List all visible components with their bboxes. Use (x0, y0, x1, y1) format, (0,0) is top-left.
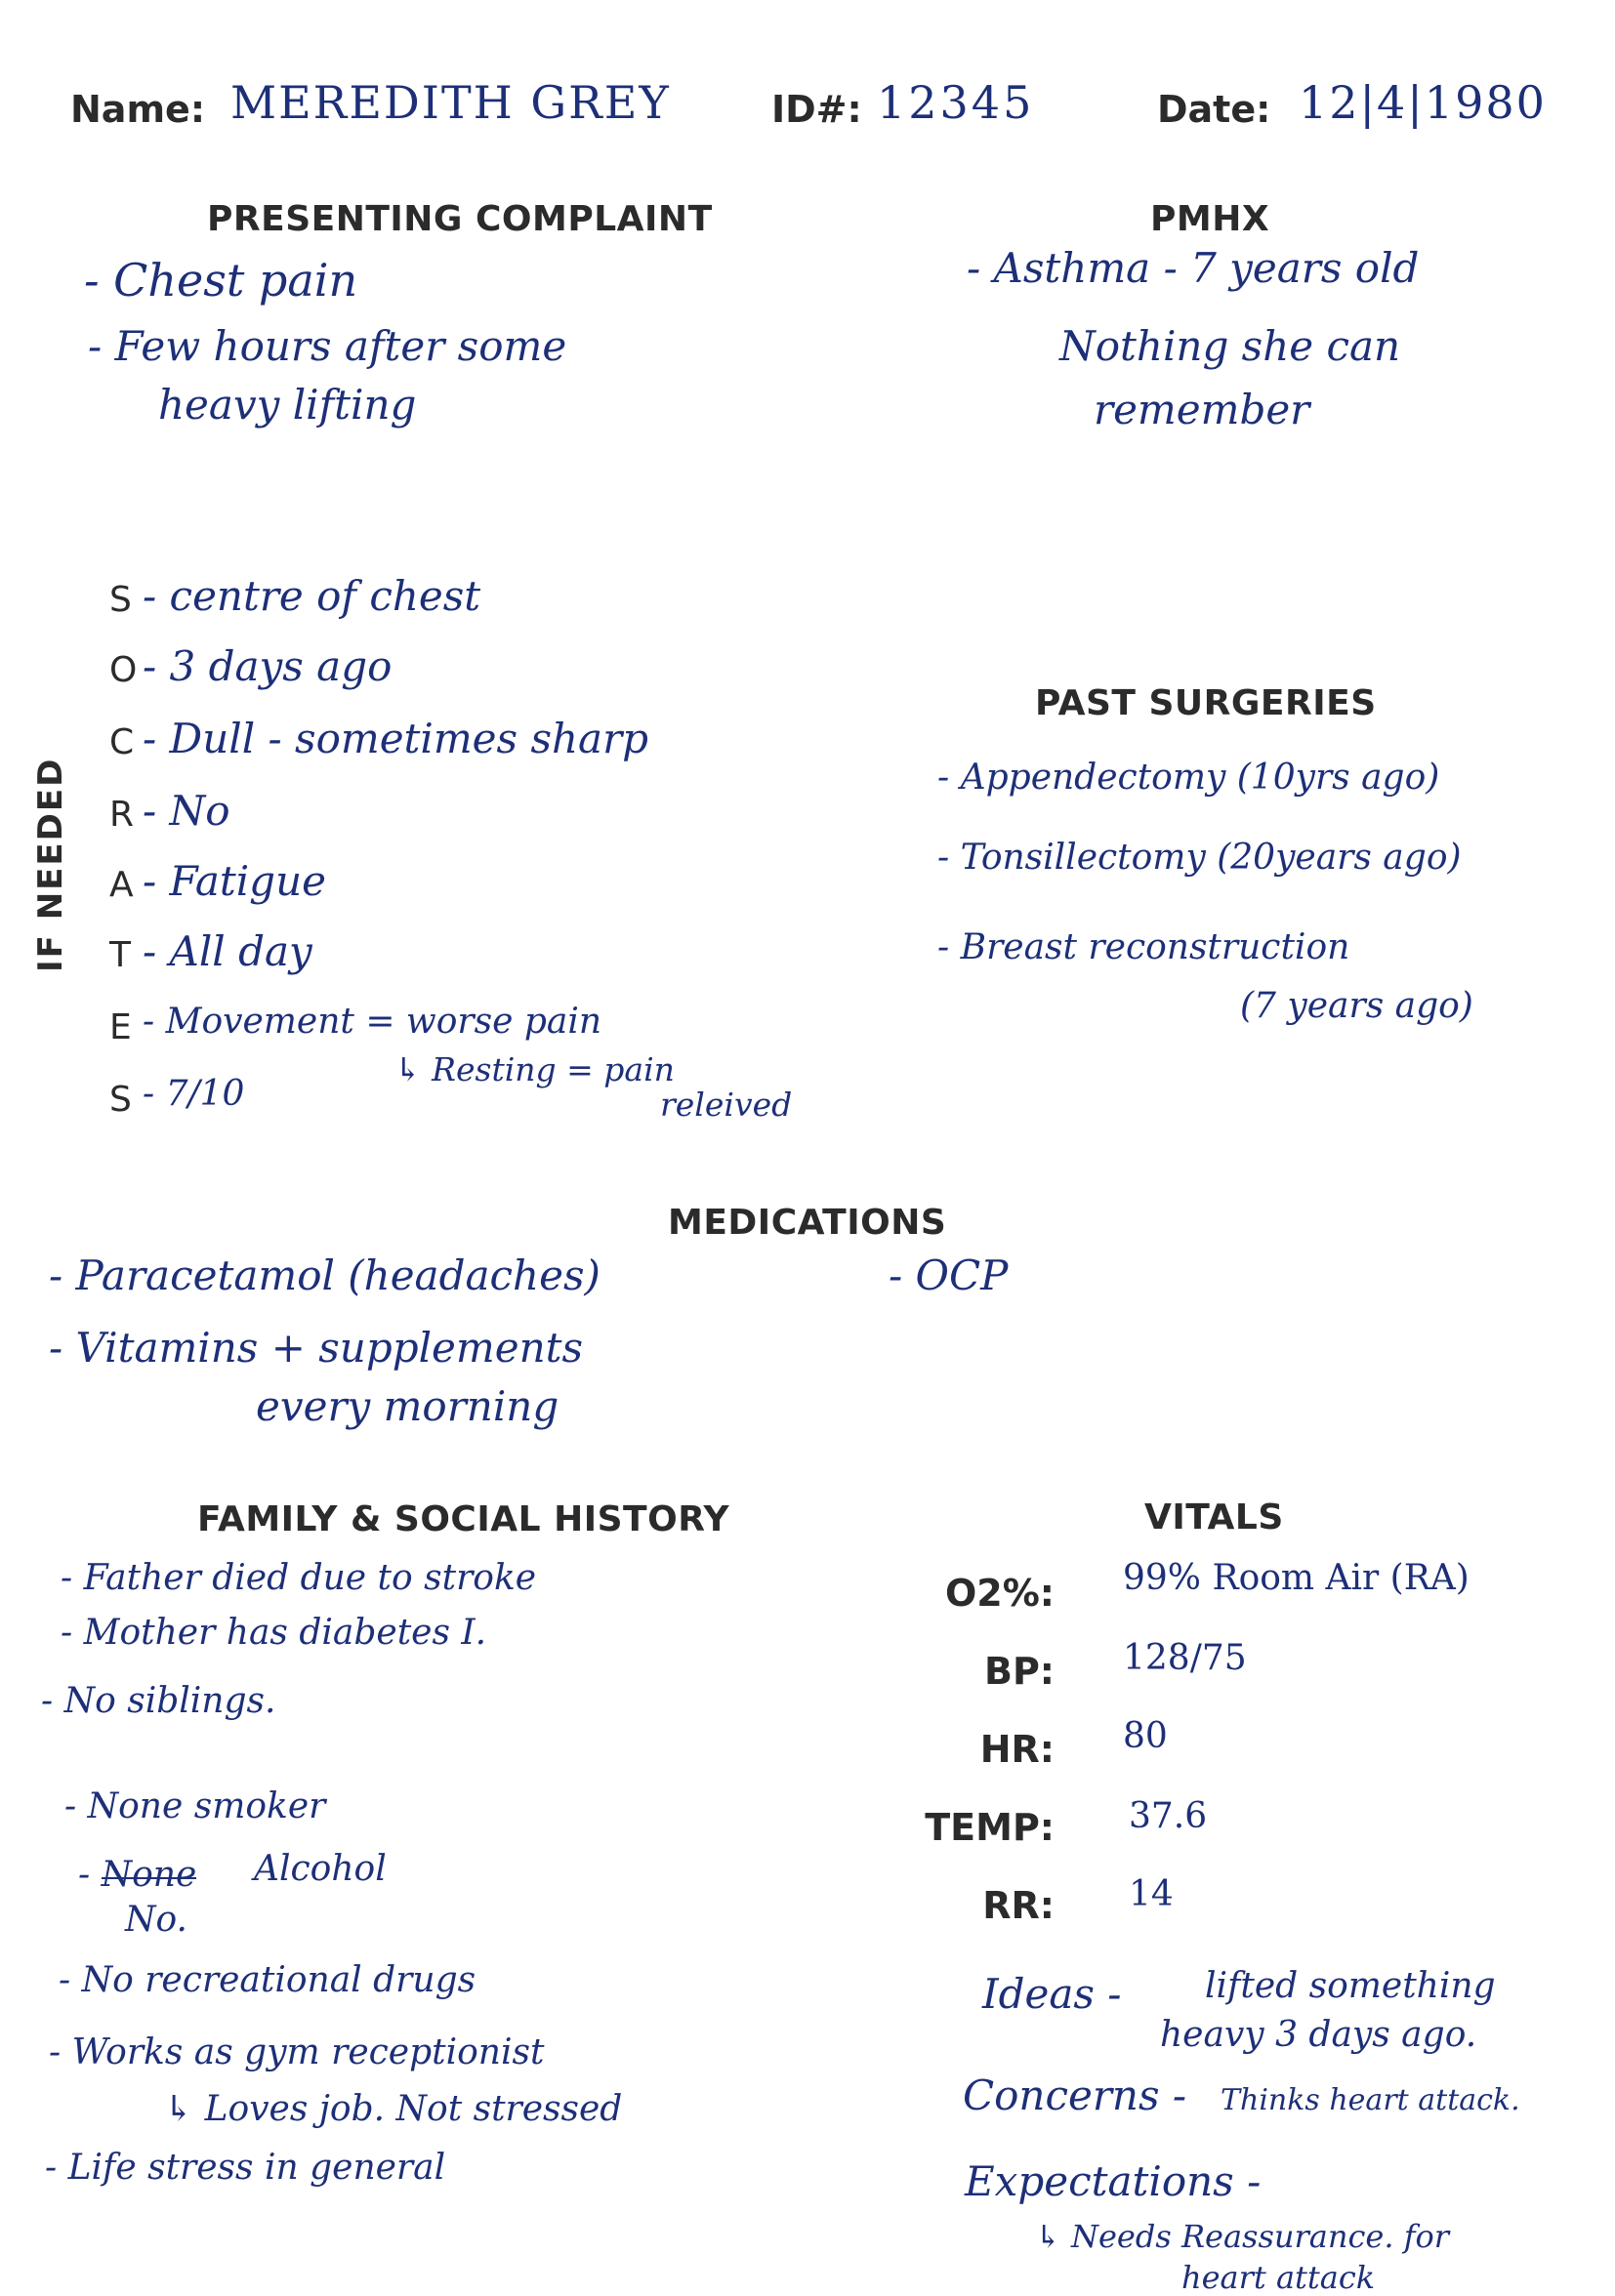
socrates-letter: S (109, 580, 132, 620)
ideas-label: Ideas - (982, 1970, 1122, 2018)
history-line: - Father died due to stroke (61, 1558, 537, 1598)
history-line: - No siblings. (41, 1681, 276, 1721)
socrates-extra: ↳ Resting = pain (394, 1050, 675, 1088)
vital-value-bp: 128/75 (1123, 1638, 1247, 1678)
concerns-label: Concerns - (963, 2071, 1187, 2119)
complaint-line: - Few hours after some (88, 322, 567, 370)
socrates-text: - 7/10 (143, 1074, 245, 1114)
socrates-letter: T (109, 935, 131, 975)
family-social-section (0, 1494, 937, 2196)
socrates-letter: R (109, 795, 135, 835)
history-line: Alcohol (254, 1849, 387, 1889)
socrates-letter: C (109, 722, 135, 762)
crossed-out-word: None (101, 1855, 197, 1895)
socrates-text: - Movement = worse pain (143, 1002, 602, 1042)
vitals-title: VITALS (1144, 1497, 1284, 1538)
past-surgeries-title: PAST SURGERIES (1035, 683, 1377, 723)
medications-section (0, 1191, 1615, 1484)
date-value: 12|4|1980 (1299, 76, 1547, 129)
socrates-letter: A (109, 865, 134, 905)
presenting-complaint-section (0, 185, 879, 478)
date-label: Date: (1157, 88, 1271, 131)
medication-line: - OCP (889, 1251, 1009, 1299)
presenting-complaint-title: PRESENTING COMPLAINT (207, 199, 713, 239)
family-social-title: FAMILY & SOCIAL HISTORY (197, 1499, 730, 1539)
if-needed-label: IF NEEDED (31, 757, 70, 972)
pmhx-section (937, 185, 1601, 478)
vital-value-rr: 14 (1129, 1874, 1174, 1914)
history-line: No. (125, 1900, 187, 1940)
socrates-extra: releived (660, 1086, 793, 1124)
name-label: Name: (70, 88, 206, 131)
vitals-section (925, 1494, 1615, 2001)
ice-section (937, 1962, 1615, 2296)
vital-label-rr: RR: (982, 1884, 1055, 1927)
pmhx-line: remember (1094, 386, 1310, 433)
medication-line: - Vitamins + supplements (49, 1324, 584, 1372)
complaint-line: - Chest pain (84, 254, 358, 307)
socrates-text: - 3 days ago (143, 642, 393, 690)
pmhx-line: - Asthma - 7 years old (967, 244, 1420, 292)
history-line: - Life stress in general (45, 2148, 446, 2188)
expectations-text: heart attack (1181, 2259, 1376, 2296)
socrates-text: - No (143, 787, 230, 835)
history-line: - None smoker (64, 1786, 326, 1826)
history-line: - None (78, 1855, 197, 1895)
vital-label-hr: HR: (979, 1728, 1055, 1771)
surgery-line: - Tonsillectomy (20years ago) (937, 838, 1462, 878)
vital-label-o2: O2%: (944, 1572, 1055, 1615)
medications-title: MEDICATIONS (668, 1203, 947, 1243)
medication-line: every morning (256, 1382, 559, 1430)
socrates-section (0, 566, 879, 1152)
expectations-text: ↳ Needs Reassurance. for (1035, 2218, 1450, 2255)
socrates-text: - Dull - sometimes sharp (143, 715, 649, 762)
socrates-text: - All day (143, 927, 312, 975)
medication-line: - Paracetamol (headaches) (49, 1251, 600, 1299)
surgery-line: - Breast reconstruction (937, 927, 1350, 967)
vital-label-bp: BP: (983, 1650, 1055, 1693)
ideas-text: lifted something (1205, 1966, 1496, 2006)
vital-value-temp: 37.6 (1129, 1796, 1208, 1836)
patient-id: 12345 (877, 76, 1035, 129)
socrates-letter: O (109, 650, 138, 690)
socrates-letter: S (109, 1080, 132, 1120)
history-line: - Mother has diabetes I. (61, 1613, 487, 1653)
ideas-text: heavy 3 days ago. (1160, 2015, 1477, 2055)
history-line: - Works as gym receptionist (49, 2032, 545, 2072)
patient-name: MEREDITH GREY (230, 76, 671, 129)
socrates-text: - centre of chest (143, 572, 481, 620)
header-row (0, 0, 1615, 156)
concerns-text: Thinks heart attack. (1221, 2083, 1520, 2117)
surgery-line: - Appendectomy (10yrs ago) (937, 758, 1440, 798)
surgery-line: (7 years ago) (1240, 986, 1473, 1026)
socrates-text: - Fatigue (143, 857, 326, 905)
complaint-line: heavy lifting (158, 381, 417, 429)
pmhx-line: Nothing she can (1059, 322, 1401, 370)
history-line: ↳ Loves job. Not stressed (164, 2089, 623, 2129)
vital-value-hr: 80 (1123, 1716, 1168, 1756)
vital-label-temp: TEMP: (925, 1806, 1055, 1849)
history-line: - No recreational drugs (59, 1960, 476, 2000)
socrates-letter: E (109, 1007, 132, 1047)
id-label: ID#: (771, 88, 862, 131)
past-surgeries-section (918, 664, 1615, 1074)
expectations-label: Expectations - (965, 2157, 1262, 2205)
pmhx-title: PMHX (1150, 199, 1270, 239)
vital-value-o2: 99% Room Air (RA) (1123, 1558, 1470, 1598)
